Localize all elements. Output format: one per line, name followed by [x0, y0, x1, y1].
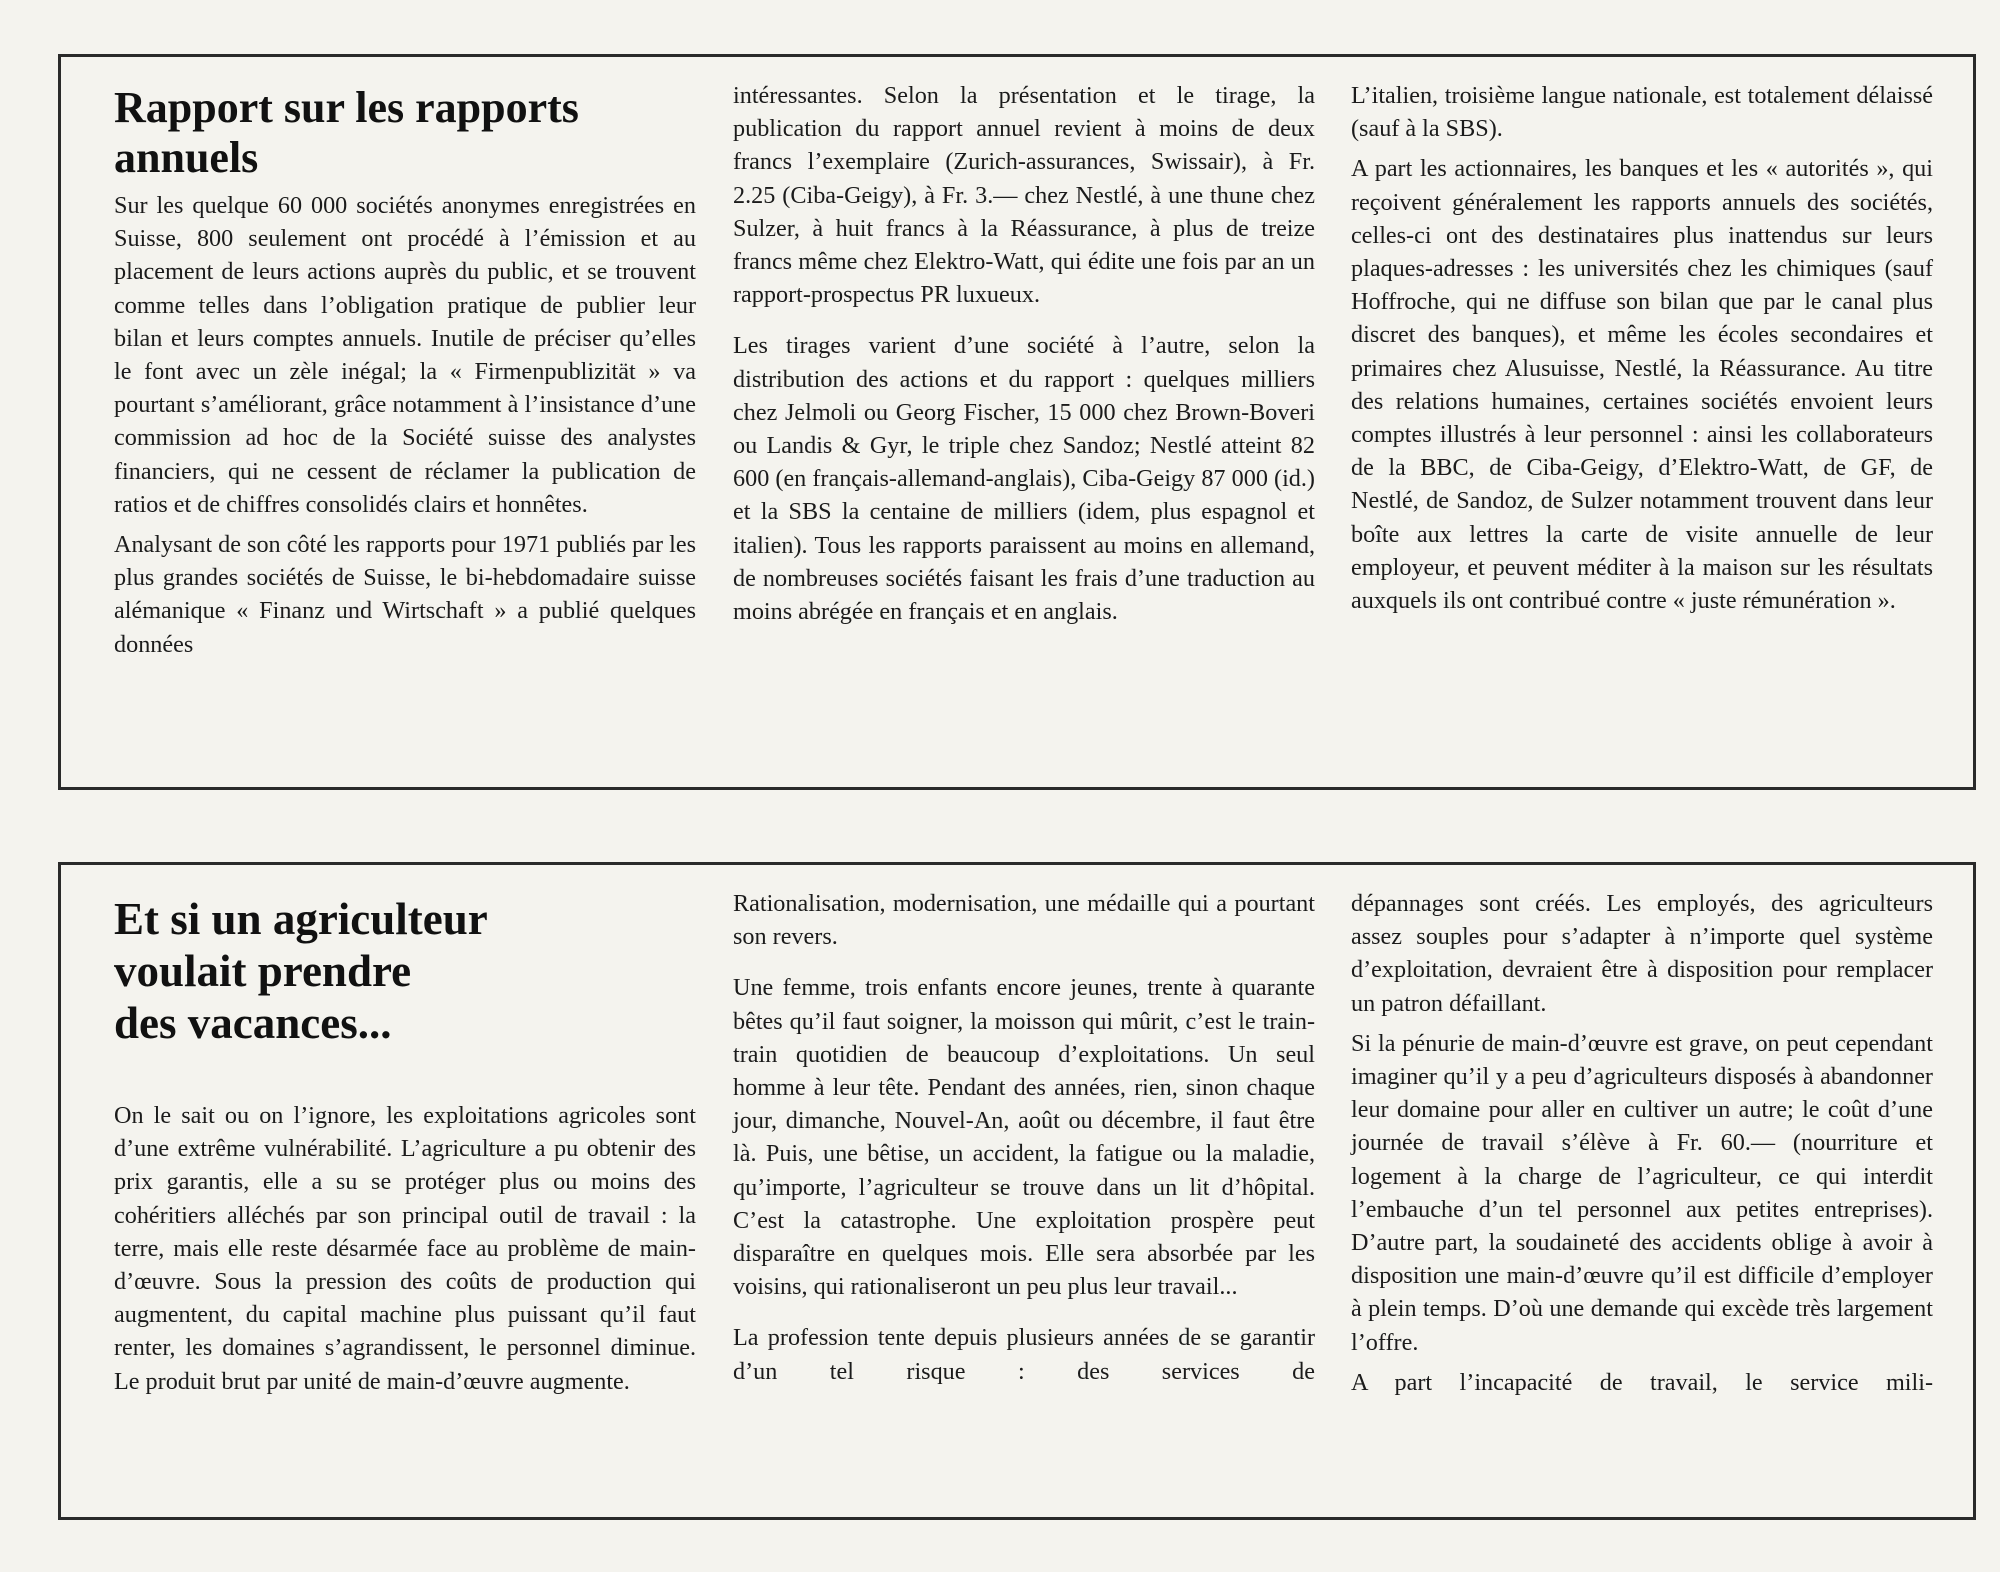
headline-line: voulait prendre — [114, 946, 412, 996]
article-1-headline — [114, 83, 696, 183]
article-1-column-1 — [114, 83, 696, 661]
paragraph: Les tirages varient d’une société à l’autre, selon la distribution des actions et du rapport : quelques milliers chez Jelmoli ou Georg Fischer, 15 000 chez Brown-Boveri ou Landis & Gyr, le triple chez Sandoz; Nestlé atteint 82 600 (en français-allemand-anglais), Ciba-Geigy 87 000 (id.) et la SBS la centaine de milliers (idem, plus espagnol et italien). Tous les rapports paraissent au moins en allemand, de nombreuses sociétés faisant les frais d’une traduction au moins abrégée en français et en anglais. — [733, 332, 1315, 626]
paragraph: A part les actionnaires, les banques et les « autorités », qui reçoivent généralement les rapports annuels des sociétés, celles-ci ont des destinataires plus inattendus sur leurs plaques-adresses : les universités chez les chimiques (sauf Hoffroche, qui ne diffuse son bilan que par le canal plus discret des banques), et même les écoles secondaires et primaires chez Alusuisse, Nestlé, la Réassurance. Au titre des relations humaines, certaines sociétés envoient leurs comptes illustrés à leur personnel : ainsi les collaborateurs de la BBC, de Ciba-Geigy, d’Elektro-Watt, de GF, de Nestlé, de Sandoz, de Sulzer notamment trouvent dans leur boîte aux lettres la carte de visite annuelle de leur employeur, et peuvent méditer à la maison sur les résultats auxquels ils ont contribué contre « juste rémunération ». — [1351, 155, 1933, 615]
article-2-column-1 — [114, 887, 696, 1398]
paragraph: Sur les quelque 60 000 sociétés anonymes enregistrées en Suisse, 800 seulement ont procédé à l’émission et au placement de leurs actions auprès du public, et se trouvent comme telles dans l’obligation pratique de publier leur bilan et leurs comptes annuels. Inutile de préciser qu’elles le font avec un zèle inégal; la « Firmenpublizität » va pourtant s’améliorant, grâce notamment à l’insistance d’une commission ad hoc de la Société suisse des analystes financiers, qui ne cessent de réclamer la publication de ratios et de chiffres consolidés clairs et honnêtes. — [114, 192, 696, 518]
paragraph: intéressantes. Selon la présentation et le tirage, la publication du rapport annuel revient à moins de deux francs l’exemplaire (Zurich-assurances, Swissair), à Fr. 2.25 (Ciba-Geigy), à Fr. 3.— chez Nestlé, à une thune chez Sulzer, à huit francs à la Réassurance, à plus de treize francs même chez Elektro-Watt, qui édite une fois par an un rapport-prospectus PR luxueux. — [733, 82, 1315, 309]
paragraph: On le sait ou on l’ignore, les exploitations agricoles sont d’une extrême vulnérabilité. L’agriculture a pu obtenir des prix garantis, elle a su se protéger plus ou moins des cohéritiers alléchés par son principal outil de travail : la terre, mais elle reste désarmée face au problème de main-d’œuvre. Sous la pression des coûts de production qui augmentent, du capital machine plus puissant qu’il faut renter, les domaines s’agrandissent, le personnel diminue. Le produit brut par unité de main-d’œuvre augmente. — [114, 1102, 696, 1395]
paragraph: Rationalisation, modernisation, une médaille qui a pourtant son revers. — [733, 890, 1315, 951]
article-1-column-3 — [1351, 79, 1933, 617]
paragraph: Si la pénurie de main-d’œuvre est grave, on peut cependant imaginer qu’il y a peu d’agriculteurs disposés à abandonner leur domaine pour aller en cultiver un autre; le coût d’une journée de travail s’élève à Fr. 60.— (nourriture et logement à la charge de l’agriculteur, ce qui interdit l’embauche d’un tel personnel aux petites entreprises). D’autre part, la soudaineté des accidents oblige à avoir à disposition une main-d’œuvre qu’il est difficile d’employer à plein temps. D’où une demande qui excède très largement l’offre. — [1351, 1029, 1933, 1356]
headline-line: Rapport sur les rapports — [114, 83, 579, 132]
paragraph: A part l’incapacité de travail, le service mili- — [1351, 1368, 1933, 1396]
headline-line: des vacances... — [114, 998, 392, 1048]
paragraph: Analysant de son côté les rapports pour 1971 publiés par les plus grandes sociétés de Suisse, le bi-hebdomadaire suisse alémanique « Finanz und Wirtschaft » a publié quelques données — [114, 531, 696, 658]
article-2-column-2 — [733, 887, 1315, 1388]
article-agriculteur-vacances — [58, 862, 1976, 1520]
paragraph: L’italien, troisième langue nationale, est totalement délaissé (sauf à la SBS). — [1351, 82, 1933, 143]
paragraph: Une femme, trois enfants encore jeunes, trente à quarante bêtes qu’il faut soigner, la moisson qui mûrit, c’est le train-train quotidien de beaucoup d’exploitations. Un seul homme à leur tête. Pendant des années, rien, sinon chaque jour, dimanche, Nouvel-An, août ou décembre, il faut être là. Puis, une bêtise, un accident, la fatigue ou la maladie, qu’importe, l’agriculteur se trouve dans un lit d’hôpital. C’est la catastrophe. Une exploitation prospère peut disparaître en quelques mois. Elle sera absorbée par les voisins, qui rationaliseront un peu plus leur travail... — [733, 974, 1315, 1301]
article-rapport-annuels — [58, 54, 1976, 790]
headline-line: Et si un agriculteur — [114, 894, 488, 944]
paragraph: La profession tente depuis plusieurs années de se garantir d’un tel risque : des services de — [733, 1324, 1315, 1385]
article-2-headline — [114, 893, 696, 1049]
article-1-column-2 — [733, 79, 1315, 628]
paragraph: dépannages sont créés. Les employés, des agriculteurs assez souples pour s’adapter à n’importe quel système d’exploitation, devraient être à disposition pour remplacer un patron défaillant. — [1351, 890, 1933, 1017]
article-2-column-3 — [1351, 887, 1933, 1399]
headline-line: annuels — [114, 133, 259, 182]
